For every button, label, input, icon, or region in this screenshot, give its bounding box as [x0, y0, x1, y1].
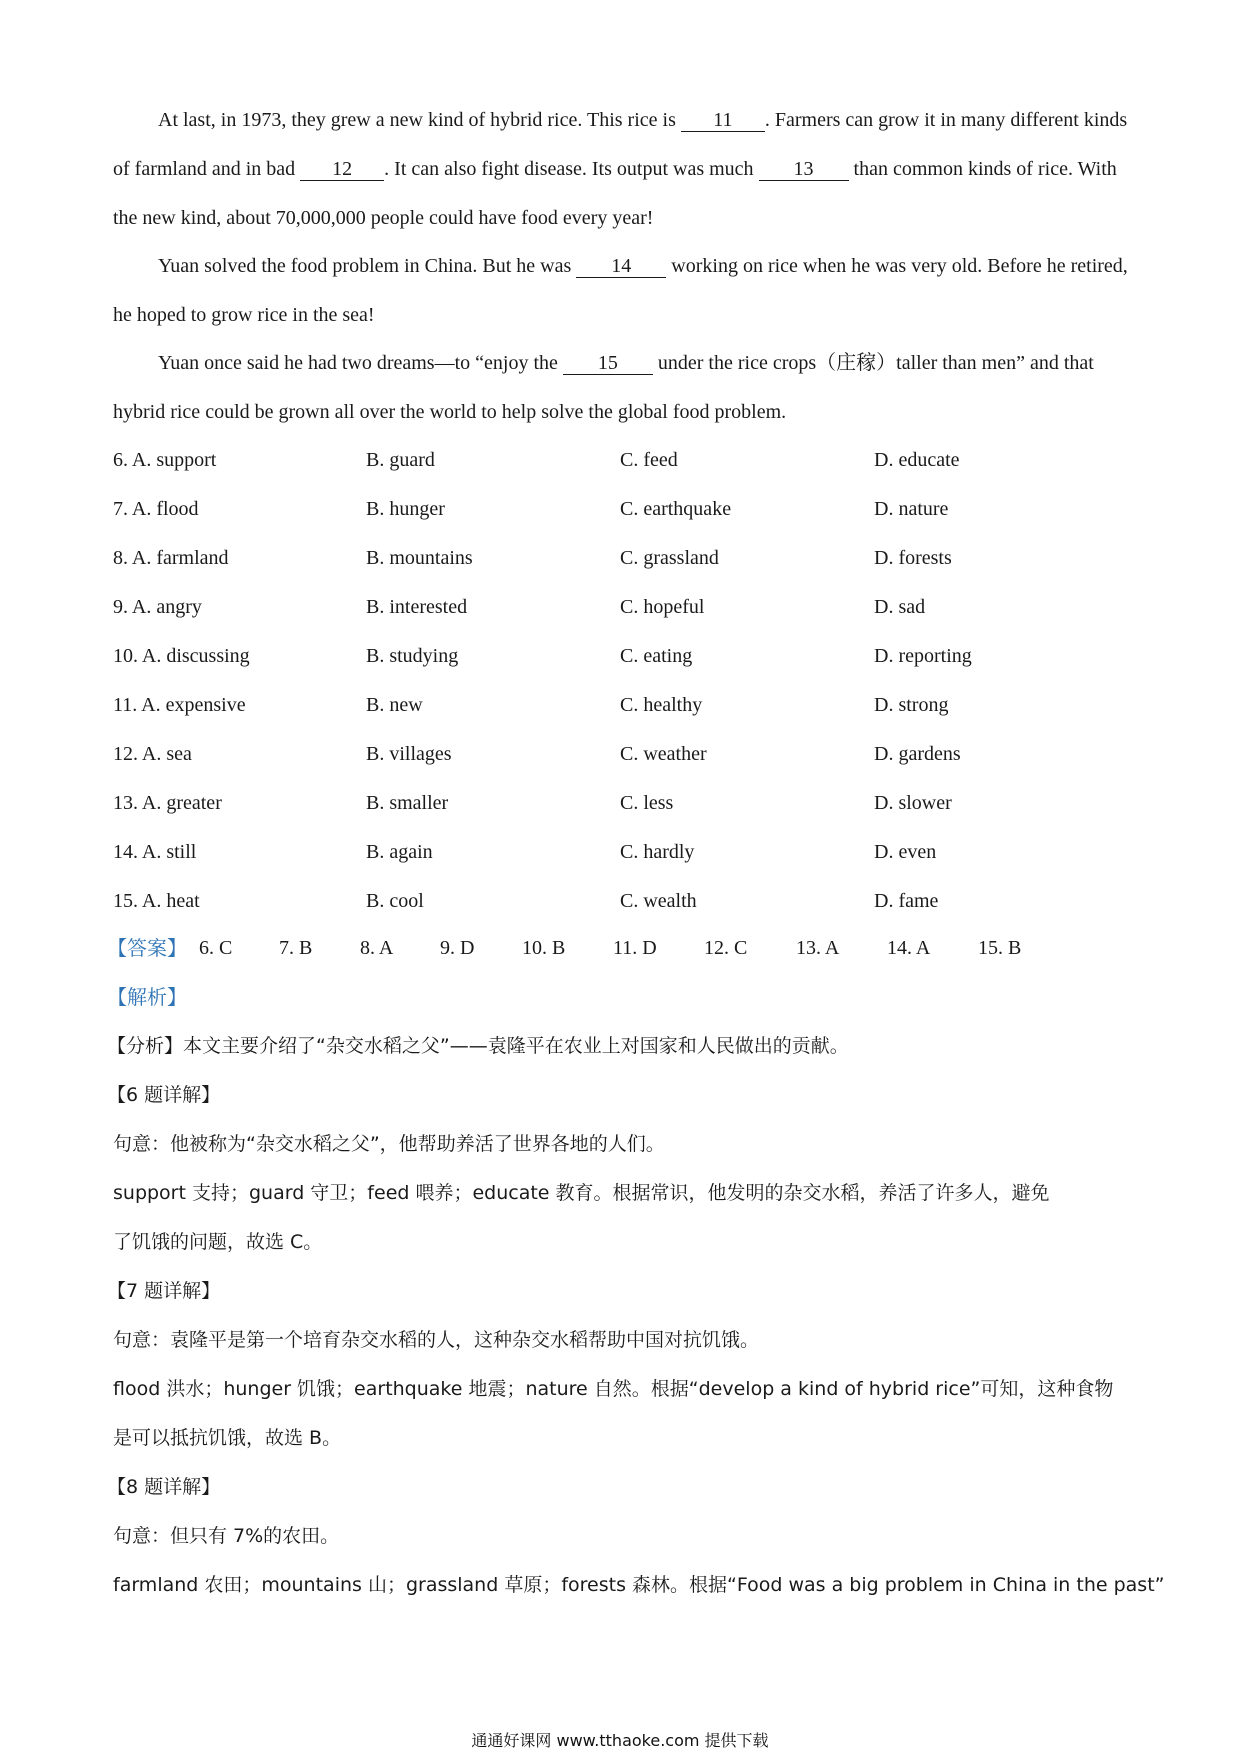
blank-12: 12 — [300, 158, 384, 181]
option-d: D. nature — [874, 498, 949, 520]
q6-explanation-line-2: 了饥饿的问题，故选 C。 — [113, 1231, 323, 1253]
q8-explanation-line-1: farmland 农田；mountains 山；grassland 草原；forests 森林。根据“Food was a big problem in China in the past” — [113, 1574, 1165, 1596]
q8-meaning: 句意：但只有 7%的农田。 — [113, 1525, 340, 1547]
q7-explanation-line-2: 是可以抵抗饥饿，故选 B。 — [113, 1427, 342, 1449]
question-13-options — [113, 779, 1133, 828]
option-c: C. eating — [620, 645, 693, 667]
option-a: 6. A. support — [113, 449, 217, 471]
question-7-options — [113, 485, 1133, 534]
option-b: B. guard — [366, 449, 435, 471]
option-b: B. hunger — [366, 498, 445, 520]
answer-item: 8. A — [360, 937, 394, 959]
option-a: 15. A. heat — [113, 890, 200, 912]
passage-text: . It can also fight disease. Its output was much — [384, 158, 759, 180]
passage-text: working on rice when he was very old. Before he retired, he hoped to grow rice in the sea! — [113, 255, 1128, 326]
answer-key — [107, 924, 1133, 973]
answer-item: 9. D — [440, 937, 475, 959]
option-c: C. less — [620, 792, 674, 814]
option-d: D. gardens — [874, 743, 961, 765]
option-b: B. smaller — [366, 792, 449, 814]
option-a: 14. A. still — [113, 841, 197, 863]
q8-heading: 【8 题详解】 — [107, 1476, 221, 1498]
question-11-options — [113, 681, 1133, 730]
page-footer: 通通好课网 www.tthaoke.com 提供下载 — [471, 1731, 769, 1750]
question-12-options — [113, 730, 1133, 779]
option-c: C. healthy — [620, 694, 703, 716]
answer-item: 6. C — [199, 937, 233, 959]
option-c: C. hopeful — [620, 596, 705, 618]
option-d: D. even — [874, 841, 937, 863]
option-a: 7. A. flood — [113, 498, 199, 520]
passage-text: Yuan once said he had two dreams—to “enjoy the — [158, 352, 563, 374]
passage-paragraph-2 — [113, 242, 1133, 340]
option-a: 10. A. discussing — [113, 645, 250, 667]
blank-15: 15 — [563, 352, 653, 375]
option-b: B. again — [366, 841, 433, 863]
passage-text: At last, in 1973, they grew a new kind of hybrid rice. This rice is — [158, 109, 681, 131]
option-d: D. strong — [874, 694, 949, 716]
answer-item: 14. A — [887, 937, 931, 959]
option-d: D. slower — [874, 792, 952, 814]
answer-item: 7. B — [279, 937, 313, 959]
option-c: C. weather — [620, 743, 707, 765]
option-a: 13. A. greater — [113, 792, 222, 814]
blank-11: 11 — [681, 109, 765, 132]
q6-meaning: 句意：他被称为“杂交水稻之父”，他帮助养活了世界各地的人们。 — [113, 1133, 665, 1155]
option-c: C. grassland — [620, 547, 719, 569]
question-9-options — [113, 583, 1133, 632]
passage-text: . Farmers can grow it in many different kinds of farmland and in bad — [113, 109, 1128, 180]
blank-13: 13 — [759, 158, 849, 181]
option-a: 11. A. expensive — [113, 694, 246, 716]
question-8-options — [113, 534, 1133, 583]
answer-item: 13. A — [796, 937, 840, 959]
q6-explanation-line-1: support 支持；guard 守卫；feed 喂养；educate 教育。根据常识，他发明的杂交水稻，养活了许多人，避免 — [113, 1182, 1050, 1204]
option-a: 8. A. farmland — [113, 547, 229, 569]
option-b: B. cool — [366, 890, 424, 912]
q7-heading: 【7 题详解】 — [107, 1280, 221, 1302]
option-d: D. forests — [874, 547, 952, 569]
option-d: D. fame — [874, 890, 939, 912]
option-c: C. earthquake — [620, 498, 732, 520]
passage-text: Yuan solved the food problem in China. But he was — [158, 255, 577, 277]
passage-paragraph-3 — [113, 339, 1133, 437]
q7-explanation-line-1: flood 洪水；hunger 饥饿；earthquake 地震；nature 自然。根据“develop a kind of hybrid rice”可知，这种食物 — [113, 1378, 1114, 1400]
answer-label: 【答案】 — [107, 936, 187, 960]
analysis-summary: 【分析】本文主要介绍了“杂交水稻之父”——袁隆平在农业上对国家和人民做出的贡献。 — [107, 1035, 849, 1057]
option-d: D. sad — [874, 596, 926, 618]
option-c: C. hardly — [620, 841, 695, 863]
answer-item: 11. D — [613, 937, 657, 959]
question-14-options — [113, 828, 1133, 877]
option-c: C. wealth — [620, 890, 697, 912]
question-15-options — [113, 877, 1133, 926]
analysis-label: 【解析】 — [107, 985, 187, 1009]
option-d: D. reporting — [874, 645, 972, 667]
option-b: B. interested — [366, 596, 468, 618]
question-10-options — [113, 632, 1133, 681]
passage-text: than common kinds of rice. With the new kind, about 70,000,000 people could have food every year! — [113, 158, 1117, 229]
option-c: C. feed — [620, 449, 678, 471]
option-d: D. educate — [874, 449, 960, 471]
question-6-options — [113, 436, 1133, 485]
option-a: 12. A. sea — [113, 743, 192, 765]
blank-14: 14 — [576, 255, 666, 278]
passage-paragraph-1 — [113, 96, 1133, 243]
answer-item: 12. C — [704, 937, 748, 959]
option-a: 9. A. angry — [113, 596, 202, 618]
option-b: B. villages — [366, 743, 452, 765]
option-b: B. studying — [366, 645, 459, 667]
option-b: B. mountains — [366, 547, 473, 569]
answer-item: 15. B — [978, 937, 1022, 959]
answer-item: 10. B — [522, 937, 566, 959]
q7-meaning: 句意：袁隆平是第一个培育杂交水稻的人，这种杂交水稻帮助中国对抗饥饿。 — [113, 1329, 760, 1351]
option-b: B. new — [366, 694, 423, 716]
passage-text: under the rice crops（庄稼）taller than men” and that hybrid rice could be grown all over the world to help solve the global food problem. — [113, 352, 1094, 423]
q6-heading: 【6 题详解】 — [107, 1084, 221, 1106]
